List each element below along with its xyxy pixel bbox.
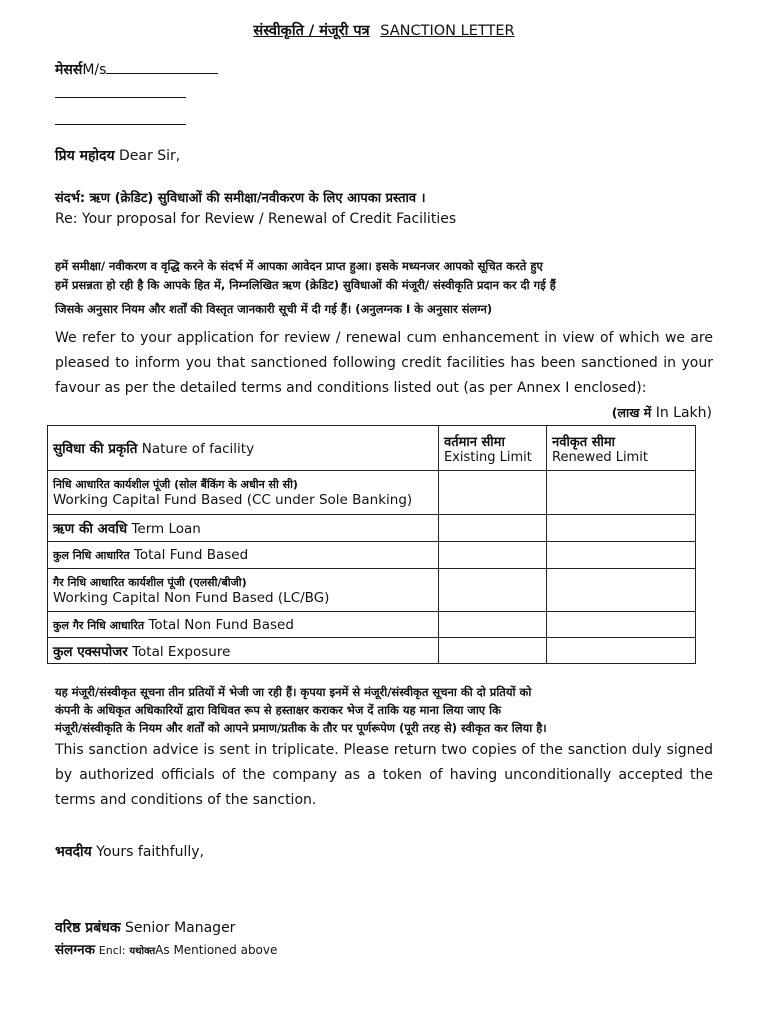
header-renewed-english: Renewed Limit — [552, 449, 648, 465]
facility-table — [47, 425, 696, 664]
header-existing-english: Existing Limit — [444, 449, 532, 465]
table-header-row — [48, 426, 696, 471]
table-row — [48, 471, 696, 515]
row-nature — [48, 471, 439, 515]
row-existing-limit[interactable] — [439, 569, 547, 612]
intro-english: We refer to your application for review / renewal cum enhancement in view of which we are pleased to inform you that sanctioned following credit facilities has been sanctioned in your favour as per the detailed terms and conditions listed out (as per Annex I enclosed): — [55, 330, 713, 396]
unit-label — [612, 404, 712, 421]
row-existing-limit[interactable] — [439, 471, 547, 515]
intro-hindi-line-2: हमें प्रसन्नता हो रही है कि आपके हित में, निम्नलिखित ऋण (क्रेडिट) सुविधाओं की मंजूरी/ संस्वीकृति प्रदान कर दी गई हैं — [55, 278, 556, 292]
closing-hindi-line-2: कंपनी के अधिकृत अधिकारियों द्वारा विधिवत रूप से हस्ताक्षर कराकर भेज दें ताकि यह माना लिया जाए कि — [55, 703, 501, 717]
header-renewed-hindi: नवीकृत सीमा — [552, 434, 616, 450]
title-hindi: संस्वीकृति / मंजूरी पत्र — [253, 23, 370, 39]
unit-english: In Lakh) — [655, 405, 712, 421]
row-nature — [48, 542, 439, 569]
signatory-english: Senior Manager — [125, 920, 236, 936]
signatory-hindi: वरिष्ठ प्रबंधक — [55, 920, 121, 936]
row-renewed-limit[interactable] — [547, 515, 696, 542]
address-blank-2 — [55, 124, 186, 125]
addressee-english: M/s — [82, 62, 107, 78]
signoff-english: Yours faithfully, — [96, 844, 204, 860]
row-nature-hindi: कुल गैर निधि आधारित — [53, 618, 145, 632]
row-nature-hindi: कुल एक्सपोजर — [53, 643, 128, 660]
addressee-line — [55, 60, 218, 79]
title-english: SANCTION LETTER — [380, 23, 515, 39]
signoff-hindi: भवदीय — [55, 844, 92, 860]
table-row — [48, 612, 696, 638]
table-row — [48, 515, 696, 542]
row-renewed-limit[interactable] — [547, 569, 696, 612]
header-nature-english: Nature of facility — [141, 441, 255, 457]
header-existing-hindi: वर्तमान सीमा — [444, 434, 505, 450]
signoff — [55, 842, 204, 861]
intro-hindi-line-1: हमें समीक्षा/ नवीकरण व वृद्धि करने के संदर्भ में आपका आवेदन प्राप्त हुआ। इसके मध्यनजर आपको सूचित करते हुए — [55, 259, 543, 273]
table-row — [48, 542, 696, 569]
row-nature-english: Total Fund Based — [133, 547, 249, 563]
row-nature-english: Total Exposure — [132, 643, 231, 660]
unit-hindi: (लाख में — [611, 405, 652, 420]
row-existing-limit[interactable] — [439, 612, 547, 638]
intro-hindi-line-3: जिसके अनुसार नियम और शर्तों की विस्तृत जानकारी सूची में दी गई हैं। (अनुलग्नक I के अनुसार संलग्न) — [55, 302, 493, 316]
enclosure — [55, 940, 277, 958]
row-nature-english: Total Non Fund Based — [148, 616, 294, 633]
header-nature-hindi: सुविधा की प्रकृति — [53, 441, 138, 457]
row-nature-english: Term Loan — [131, 521, 201, 537]
closing-hindi-line-1: यह मंजूरी/संस्वीकृत सूचना तीन प्रतियों में भेजी जा रही हैं। कृपया इनमें से मंजूरी/संस्वीकृत सूचना की दो प्रतियों को — [55, 685, 532, 699]
table-row — [48, 638, 696, 664]
closing-hindi-line-3: मंजूरी/संस्वीकृति के नियम और शर्तों को आपने प्रमाण/प्रतीक के तौर पर पूर्णरूपेण (पूरी तरह से) स्वीकृत कर लिया है। — [55, 721, 547, 735]
enclosure-hindi-2: यथोक्त — [129, 946, 156, 957]
enclosure-label: Encl: — [98, 944, 126, 957]
header-renewed — [547, 426, 696, 471]
row-nature — [48, 638, 439, 664]
row-nature — [48, 515, 439, 542]
addressee-hindi: मेसर्स — [55, 62, 83, 78]
row-renewed-limit[interactable] — [547, 612, 696, 638]
header-existing — [439, 426, 547, 471]
row-renewed-limit[interactable] — [547, 638, 696, 664]
row-nature-hindi: गैर निधि आधारित कार्यशील पूंजी (एलसी/बीजी) — [53, 575, 247, 589]
salutation-hindi: प्रिय महोदय — [55, 148, 115, 164]
closing-english: This sanction advice is sent in triplicate. Please return two copies of the sanction duly signed by authorized officials of the company as a token of having unconditionally accepted the terms and conditions of the sanction. — [55, 742, 713, 808]
row-nature-english: Working Capital Non Fund Based (LC/BG) — [53, 589, 330, 606]
row-existing-limit[interactable] — [439, 515, 547, 542]
row-nature-hindi: ऋण की अवधि — [53, 521, 128, 537]
header-nature — [48, 426, 439, 471]
signatory — [55, 918, 235, 937]
table-row — [48, 569, 696, 612]
salutation-english: Dear Sir, — [119, 148, 181, 164]
enclosure-hindi: संलग्नक — [55, 942, 95, 958]
subject-english: Re: Your proposal for Review / Renewal of Credit Facilities — [55, 211, 457, 227]
row-existing-limit[interactable] — [439, 542, 547, 569]
row-nature-english: Working Capital Fund Based (CC under Sole Banking) — [53, 492, 413, 508]
row-renewed-limit[interactable] — [547, 471, 696, 515]
page-title — [0, 20, 768, 40]
row-existing-limit[interactable] — [439, 638, 547, 664]
address-blank-1 — [55, 97, 186, 98]
row-nature-hindi: निधि आधारित कार्यशील पूंजी (सोल बैंकिंग के अधीन सी सी) — [53, 478, 298, 491]
row-nature-hindi: कुल निधि आधारित — [53, 549, 130, 562]
enclosure-english: As Mentioned above — [155, 943, 278, 957]
subject-hindi: संदर्भ: ऋण (क्रेडिट) सुविधाओं की समीक्षा/नवीकरण के लिए आपका प्रस्ताव । — [55, 191, 426, 206]
row-nature — [48, 612, 439, 638]
salutation — [55, 146, 180, 165]
row-nature — [48, 569, 439, 612]
row-renewed-limit[interactable] — [547, 542, 696, 569]
addressee-blank — [106, 73, 218, 74]
